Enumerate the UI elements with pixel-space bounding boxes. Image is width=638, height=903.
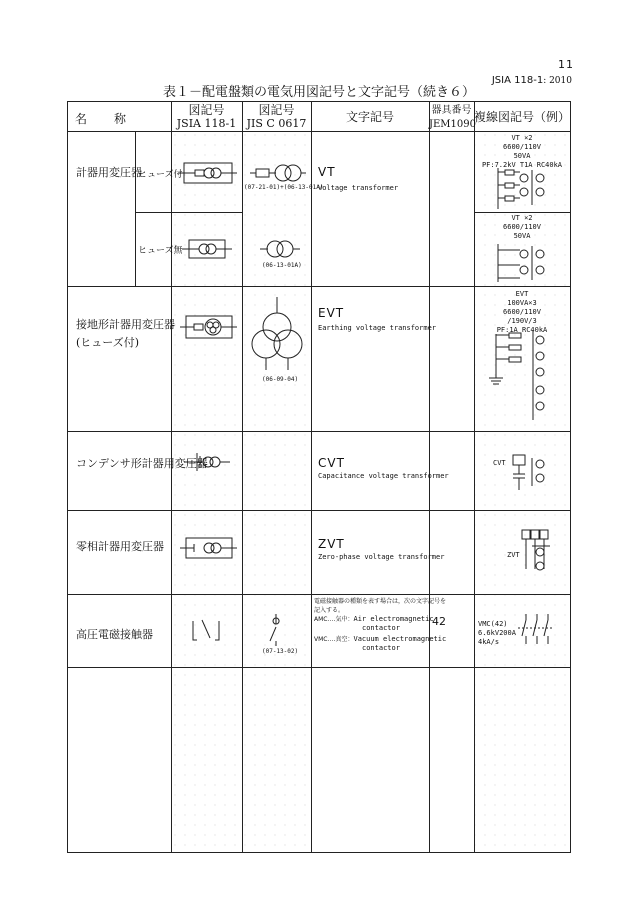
vt-fused-code: (07-21-01)+(06-13-01A) [244, 184, 324, 191]
vt-example-1-text [474, 134, 570, 170]
vt-ex1-line1: VT ×2 [511, 134, 533, 142]
zvt-name: 零相計器用変圧器 [76, 540, 164, 553]
vt-ex2-line2: 6600/110V [503, 223, 541, 231]
mc-vmc-en1: Vacuum electromagnetic [353, 635, 447, 643]
vt-example-2-text [474, 214, 570, 241]
evt-ex-line4: /190V/3 [507, 317, 537, 325]
zvt-abbr: ZVT [318, 537, 345, 551]
vt-ex2-line1: VT ×2 [511, 214, 533, 222]
mc-amc-en2: contactor [362, 624, 400, 632]
header-symbol-jsia-line2: JSIA 118-1 [176, 117, 237, 130]
header-symbol-jis-line2: JIS C 0617 [246, 117, 307, 130]
mc-vmc [314, 635, 446, 653]
header-example: 複線図記号（例） [474, 110, 571, 124]
header-letter-symbol: 文字記号 [345, 110, 394, 124]
zvt-example-label: ZVT [507, 551, 520, 559]
mc-note-line2: 記入する。 [314, 607, 345, 614]
mc-vmc-en2: contactor [362, 644, 400, 652]
evt-code: (06-09-04) [262, 376, 299, 383]
table-title: 表１－配電盤類の電気用図記号と文字記号（続き６） [162, 85, 475, 100]
standard-year: : 2010 [543, 76, 572, 86]
header-symbol-jsia-line1: 図記号 [188, 103, 225, 117]
vt-name: 計器用変圧器 [76, 166, 142, 179]
cvt-abbr: CVT [318, 456, 345, 470]
cvt-english: Capacitance voltage transformer [318, 472, 449, 480]
vt-ex1-line3: 50VA [513, 152, 531, 160]
mc-name: 高圧電磁接触器 [76, 628, 153, 641]
header-jem-line2: JEM1090 [429, 119, 476, 130]
mc-code: (07-13-02) [262, 648, 299, 655]
mc-example-text [478, 620, 516, 647]
evt-english: Earthing voltage transformer [318, 324, 437, 332]
evt-ex-line3: 6600/110V [503, 308, 541, 316]
evt-name-line2: (ヒューズ付) [76, 336, 140, 349]
mc-amc-en1: Air electromagnetic [353, 615, 434, 623]
mc-amc-label: AMC‥‥気中： [314, 616, 354, 623]
mc-note-line1: 電磁接触器の種類を表す場合は，次の文字記号を [314, 598, 447, 605]
evt-example-text [474, 290, 570, 335]
mc-ex-line3: 4kA/s [478, 638, 500, 646]
vt-sub-fused: ヒューズ付 [138, 170, 183, 180]
cvt-example-label: CVT [493, 459, 506, 467]
header-jem-line1: 器具番号 [431, 105, 472, 116]
vt-sub-unfused: ヒューズ無 [138, 246, 183, 256]
header-name: 名 称 [74, 112, 127, 126]
mc-jem-number: 42 [432, 615, 446, 628]
vt-unfused-code: (06-13-01A) [262, 262, 302, 269]
evt-ex-line2: 100VA×3 [507, 299, 537, 307]
page-number: 11 [558, 58, 574, 71]
mc-ex-line2: 6.6kV200A [478, 629, 516, 637]
header-jem [429, 104, 474, 132]
vt-abbr: VT [318, 165, 336, 179]
header-symbol-jsia [171, 103, 242, 131]
standard-code: JSIA 118-1 [491, 75, 544, 86]
vt-english: Voltage transformer [318, 184, 399, 192]
evt-ex-line1: EVT [515, 290, 529, 298]
vt-ex1-line4: PF:7.2kV T1A RC40kA [481, 161, 563, 169]
vt-ex1-line2: 6600/110V [503, 143, 541, 151]
dot-grid-col2 [243, 132, 311, 853]
mc-vmc-label: VMC‥‥真空： [314, 636, 354, 643]
evt-name [76, 316, 175, 352]
zvt-english: Zero-phase voltage transformer [318, 553, 445, 561]
cvt-name: コンデンサ形計器用変圧器 [76, 457, 208, 470]
vt-ex2-line3: 50VA [513, 232, 531, 240]
header-symbol-jis-line1: 図記号 [258, 103, 295, 117]
mc-note [314, 597, 446, 615]
evt-name-line1: 接地形計器用変圧器 [76, 318, 175, 331]
evt-ex-line5: PF:1A RC40kA [496, 326, 548, 334]
mc-amc [314, 615, 434, 633]
evt-abbr: EVT [318, 306, 345, 320]
mc-ex-line1: VMC(42) [478, 620, 508, 628]
header-symbol-jis [242, 103, 311, 131]
